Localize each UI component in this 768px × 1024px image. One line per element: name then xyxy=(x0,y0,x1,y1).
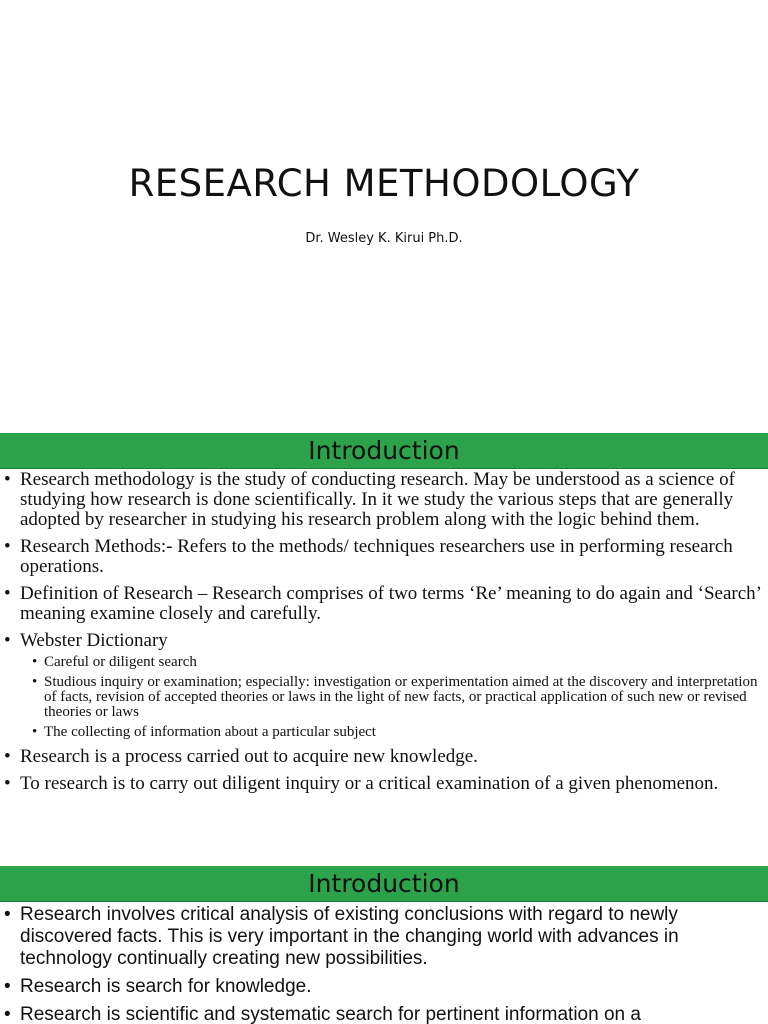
bullet-item: • Research is search for knowledge. xyxy=(4,976,758,998)
introduction-slide-2 xyxy=(0,904,768,1024)
bullet-text: Webster Dictionary xyxy=(20,630,168,651)
sub-bullet-list xyxy=(20,655,762,740)
bullet-item: • Definition of Research – Research comprises of two terms ‘Re’ meaning to do again and ‘Search’ meaning examine closely and carefully. xyxy=(4,584,762,624)
introduction-slide-1 xyxy=(0,470,768,865)
bullet-item-webster xyxy=(4,631,762,740)
slide-header-bar xyxy=(0,866,768,902)
bullet-item: • Research is scientific and systematic search for pertinent information on a xyxy=(4,1004,758,1024)
slide-header-title: Introduction xyxy=(308,869,460,898)
sub-bullet-item: • Careful or diligent search xyxy=(32,655,762,670)
author-name: Dr. Wesley K. Kirui Ph.D. xyxy=(305,231,463,246)
slide-header-bar xyxy=(0,433,768,469)
presentation-title: RESEARCH METHODOLOGY xyxy=(128,162,640,205)
title-slide xyxy=(0,0,768,432)
bullet-item: • To research is to carry out diligent inquiry or a critical examination of a given phenomenon. xyxy=(4,774,762,794)
bullet-item: • Research involves critical analysis of existing conclusions with regard to newly discovered facts. This is very important in the changing world with advances in technology continually creating new possibilities. xyxy=(4,904,758,970)
slide-header-title: Introduction xyxy=(308,436,460,465)
bullet-item: • Research is a process carried out to acquire new knowledge. xyxy=(4,747,762,767)
bullet-item: • Research methodology is the study of conducting research. May be understood as a science of studying how research is done scientifically. In it we study the various steps that are generally adopted by researcher in studying his research problem along with the logic behind them. xyxy=(4,470,762,530)
bullet-list xyxy=(0,470,768,794)
bullet-list xyxy=(0,904,768,1024)
sub-bullet-item: • Studious inquiry or examination; especially: investigation or experimentation aimed at the discovery and interpretation of facts, revision of accepted theories or laws in the light of new facts, or practical application of such new or revised theories or laws xyxy=(32,675,762,720)
sub-bullet-item: • The collecting of information about a particular subject xyxy=(32,725,762,740)
bullet-item: • Research Methods:- Refers to the methods/ techniques researchers use in performing research operations. xyxy=(4,537,762,577)
